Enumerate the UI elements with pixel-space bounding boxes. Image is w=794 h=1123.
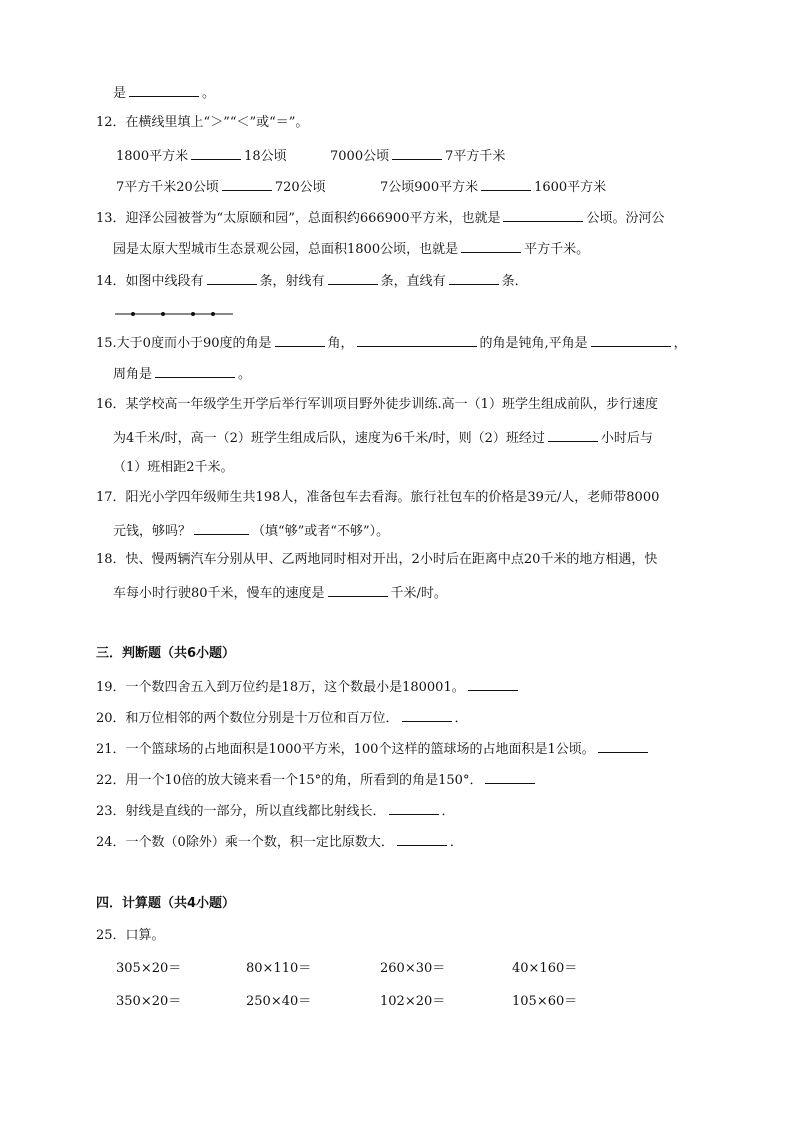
answer-blank[interactable] bbox=[503, 208, 583, 222]
q13-line-2: 园是太原大型城市生态景观公园，总面积1800公顷，也就是 平方千米。 bbox=[113, 239, 589, 259]
answer-blank[interactable] bbox=[129, 83, 199, 97]
diagram-point bbox=[191, 312, 195, 316]
answer-blank[interactable] bbox=[449, 271, 499, 285]
answer-blank[interactable] bbox=[481, 177, 531, 191]
q12-item-4: 7公顷900平方米 1600平方米 bbox=[380, 177, 606, 197]
q20: 20．和万位相邻的两个数位分别是十万位和百万位． ． bbox=[96, 708, 468, 728]
answer-blank[interactable] bbox=[461, 239, 521, 253]
calc-item: 260×30＝ bbox=[380, 961, 446, 976]
diagram-point bbox=[161, 312, 165, 316]
answer-blank[interactable] bbox=[155, 364, 235, 378]
answer-blank[interactable] bbox=[485, 770, 535, 784]
q17-line-1: 17．阳光小学四年级师生共198人，准备包车去看海。旅行社包车的价格是39元/人，老师带8000 bbox=[96, 490, 660, 505]
q11-tail: 是 。 bbox=[113, 83, 215, 103]
q16-line-1: 16．某学校高一年级学生开学后举行军训项目野外徒步训练.高一（1）班学生组成前队，步行速度 bbox=[96, 397, 658, 412]
calc-item: 80×110＝ bbox=[246, 961, 312, 976]
section-3-heading: 三．判断题（共6小题） bbox=[96, 646, 236, 661]
q18-line-2: 车每小时行驶80千米，慢车的速度是 千米/时。 bbox=[113, 583, 447, 603]
answer-blank[interactable] bbox=[275, 333, 325, 347]
q12-item-2: 7000公顷 7平方千米 bbox=[330, 146, 505, 166]
diagram-point bbox=[131, 312, 135, 316]
q14: 14．如图中线段有 条，射线有 条，直线有 条． bbox=[96, 271, 528, 291]
calc-item: 105×60＝ bbox=[512, 994, 578, 1009]
q15-line-2: 周角是 。 bbox=[113, 364, 251, 384]
answer-blank[interactable] bbox=[328, 271, 378, 285]
q13-line-1: 13．迎泽公园被誉为“太原颐和园”，总面积约666900平方米，也就是 公顷。汾河公 bbox=[96, 208, 664, 228]
q16-line-3: （1）班相距2千米。 bbox=[113, 460, 234, 475]
q19: 19．一个数四舍五入到万位约是18万，这个数最小是180001。 bbox=[96, 677, 521, 697]
calc-item: 305×20＝ bbox=[116, 961, 182, 976]
answer-blank[interactable] bbox=[397, 832, 447, 846]
q22: 22．用一个10倍的放大镜来看一个15°的角，所看到的角是150°． bbox=[96, 770, 538, 790]
calc-item: 350×20＝ bbox=[116, 994, 182, 1009]
answer-blank[interactable] bbox=[191, 146, 241, 160]
q16-line-2: 为4千米/时，高一（2）班学生组成后队，速度为6千米/时，则（2）班经过 小时后与 bbox=[113, 428, 653, 448]
q21: 21．一个篮球场的占地面积是1000平方米，100个这样的篮球场的占地面积是1公顷。 bbox=[96, 739, 651, 759]
calc-item: 40×160＝ bbox=[512, 961, 578, 976]
q12-item-3: 7平方千米20公顷 720公顷 bbox=[116, 177, 326, 197]
calc-item: 250×40＝ bbox=[246, 994, 312, 1009]
q18-line-1: 18．快、慢两辆汽车分别从甲、乙两地同时相对开出，2小时后在距离中点20千米的地方相遇，快 bbox=[96, 552, 658, 567]
q23: 23．射线是直线的一部分，所以直线都比射线长． ． bbox=[96, 801, 455, 821]
diagram-point bbox=[211, 312, 215, 316]
answer-blank[interactable] bbox=[598, 739, 648, 753]
answer-blank[interactable] bbox=[548, 428, 598, 442]
section-4-heading: 四．计算题（共4小题） bbox=[96, 896, 236, 911]
q17-line-2: 元钱，够吗？ （填“够”或者“不够”）。 bbox=[113, 521, 389, 541]
answer-blank[interactable] bbox=[389, 801, 439, 815]
q12-item-1: 1800平方米 18公顷 bbox=[116, 146, 287, 166]
q25-stem: 25．口算。 bbox=[96, 928, 165, 943]
q24: 24．一个数（0除外）乘一个数，积一定比原数大． ． bbox=[96, 832, 463, 852]
line-diagram bbox=[113, 308, 238, 320]
calc-item: 102×20＝ bbox=[380, 994, 446, 1009]
answer-blank[interactable] bbox=[328, 583, 388, 597]
answer-blank[interactable] bbox=[392, 146, 442, 160]
answer-blank[interactable] bbox=[194, 521, 249, 535]
answer-blank[interactable] bbox=[207, 271, 257, 285]
answer-blank[interactable] bbox=[222, 177, 272, 191]
answer-blank[interactable] bbox=[357, 333, 477, 347]
q12-stem: 12．在横线里填上“＞”“＜”或“＝”。 bbox=[96, 115, 309, 130]
answer-blank[interactable] bbox=[402, 708, 452, 722]
q15-line-1: 15.大于0度而小于90度的角是 角， 的角是钝角,平角是 ， bbox=[96, 333, 687, 353]
answer-blank[interactable] bbox=[468, 677, 518, 691]
answer-blank[interactable] bbox=[591, 333, 671, 347]
